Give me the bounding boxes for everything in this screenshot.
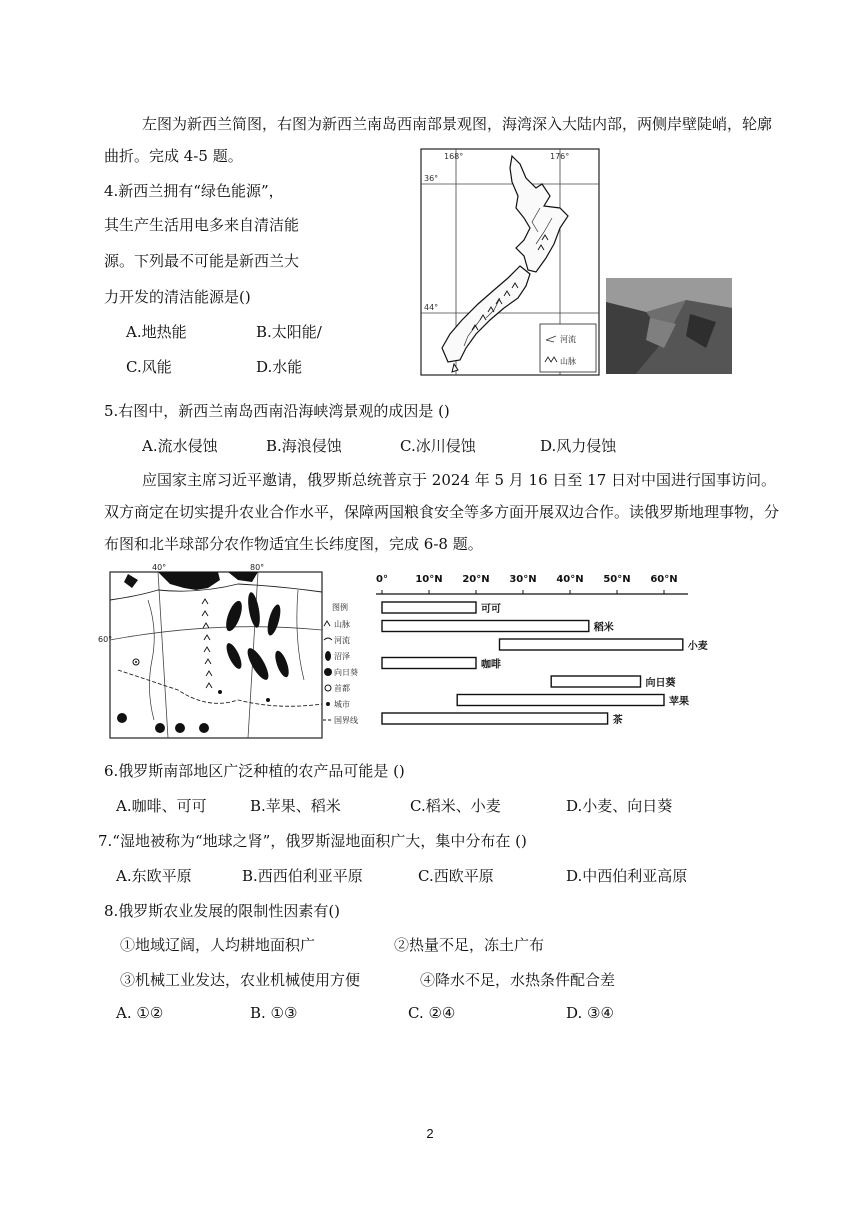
chart-tick-label-2: 20°N xyxy=(462,574,490,585)
q7-stem: 7.“湿地被称为“地球之肾”，俄罗斯湿地面积广大，集中分布在 () xyxy=(98,832,527,850)
q8-item-3: ③机械工业发达，农业机械使用方便 xyxy=(120,971,361,989)
q4-line-2: 其生产生活用电多来自清洁能 xyxy=(104,216,300,234)
crop-label-5: 苹果 xyxy=(669,696,689,708)
q5-option-c[interactable]: C.冰川侵蚀 xyxy=(400,437,476,455)
crop-bar-1 xyxy=(382,621,589,632)
q7-option-c[interactable]: C.西欧平原 xyxy=(418,867,494,885)
legend-capital-icon xyxy=(325,685,331,691)
q5-option-a[interactable]: A.流水侵蚀 xyxy=(142,437,218,455)
crop-label-3: 咖啡 xyxy=(481,659,501,671)
q4-line-3: 源。下列最不可能是新西兰大 xyxy=(104,252,300,270)
new-zealand-map xyxy=(420,148,600,376)
q5-stem: 5.右图中，新西兰南岛西南沿海峡湾景观的成因是 () xyxy=(104,402,450,420)
q5-option-b[interactable]: B.海浪侵蚀 xyxy=(266,437,342,455)
crop-label-6: 茶 xyxy=(612,715,623,726)
crop-bar-6 xyxy=(382,713,608,724)
q4-line-1: 4.新西兰拥有“绿色能源”， xyxy=(104,182,284,200)
nz-intro: 左图为新西兰简图，右图为新西兰南岛西南部景观图，海湾深入大陆内部，两侧岸壁陡峭，轮廓曲折。完成 4-5 题。 xyxy=(104,115,773,165)
russia-legend-sunflower: 向日葵 xyxy=(334,668,358,677)
q4-line-4: 力开发的清洁能源是() xyxy=(104,288,251,306)
q8-option-c[interactable]: C. ②④ xyxy=(408,1004,456,1022)
legend-mountain-icon xyxy=(324,621,330,626)
legend-city-icon xyxy=(326,702,330,706)
q8-option-a[interactable]: A. ①② xyxy=(116,1004,164,1022)
q8-option-b[interactable]: B. ①③ xyxy=(250,1004,298,1022)
q6-option-a[interactable]: A.咖啡、可可 xyxy=(116,797,207,815)
chart-tick-label-6: 60°N xyxy=(650,574,678,585)
russia-lon-80: 80° xyxy=(250,563,265,572)
russia-legend-city: 城市 xyxy=(334,700,350,709)
q7-option-a[interactable]: A.东欧平原 xyxy=(116,867,192,885)
nz-lat-44: 44° xyxy=(424,303,439,312)
q4-option-b[interactable]: B.太阳能/ xyxy=(256,323,322,341)
crop-bar-5 xyxy=(457,695,664,706)
legend-river-icon xyxy=(324,638,332,640)
crop-label-1: 稻米 xyxy=(593,622,614,634)
q8-item-2: ②热量不足，冻土广布 xyxy=(394,936,545,954)
q8-item-4: ④降水不足，水热条件配合差 xyxy=(420,971,616,989)
chart-tick-label-3: 30°N xyxy=(509,574,537,585)
crop-bar-4 xyxy=(551,676,640,687)
chart-tick-label-0: 0° xyxy=(376,574,388,585)
russia-lat-60: 60° xyxy=(98,635,113,644)
nz-legend-river: 河流 xyxy=(560,335,576,344)
q6-option-c[interactable]: C.稻米、小麦 xyxy=(410,797,501,815)
russia-legend-capital: 首都 xyxy=(334,684,350,693)
q4-option-a[interactable]: A.地热能 xyxy=(126,323,187,341)
chart-tick-label-1: 10°N xyxy=(415,574,443,585)
crop-label-4: 向日葵 xyxy=(645,678,676,689)
legend-sunflower-icon xyxy=(324,668,332,676)
crop-label-2: 小麦 xyxy=(687,641,708,652)
russia-legend-title: 图例 xyxy=(332,603,348,612)
russia-map xyxy=(98,560,368,740)
russia-lon-40: 40° xyxy=(152,563,167,572)
page-number: 2 xyxy=(426,1126,434,1141)
q4-option-c[interactable]: C.风能 xyxy=(126,358,172,376)
chart-tick-label-4: 40°N xyxy=(556,574,584,585)
chart-tick-label-5: 50°N xyxy=(603,574,631,585)
nz-lon-176: 176° xyxy=(550,152,570,161)
russia-legend-river: 河流 xyxy=(334,636,350,645)
nz-legend-mountain: 山脉 xyxy=(560,357,576,366)
q8-item-1: ①地域辽阔，人均耕地面积广 xyxy=(120,936,316,954)
q4-option-d[interactable]: D.水能 xyxy=(256,358,303,376)
q5-option-d[interactable]: D.风力侵蚀 xyxy=(540,437,617,455)
q6-option-d[interactable]: D.小麦、向日葵 xyxy=(566,797,673,815)
q7-option-b[interactable]: B.西西伯利亚平原 xyxy=(242,867,363,885)
legend-marsh-icon xyxy=(325,651,331,661)
nz-lon-168: 168° xyxy=(444,152,464,161)
crop-latitude-chart xyxy=(376,564,708,742)
crop-bar-3 xyxy=(382,658,476,669)
nz-lat-36: 36° xyxy=(424,174,439,183)
q8-option-d[interactable]: D. ③④ xyxy=(566,1004,614,1022)
russia-legend-marsh: 沼泽 xyxy=(334,652,350,661)
q6-option-b[interactable]: B.苹果、稻米 xyxy=(250,797,341,815)
q7-option-d[interactable]: D.中西伯利亚高原 xyxy=(566,867,688,885)
russia-intro: 应国家主席习近平邀请，俄罗斯总统普京于 2024 年 5 月 16 日至 17 日对中国进行国事访问。双方商定在切实提升农业合作水平，保障两国粮食安全等多方面开展双边合作。读俄罗斯地理事物，分布图和北半球部分农作物适宜生长纬度图，完成 6-8 题。 xyxy=(104,471,780,553)
russia-legend-border: 国界线 xyxy=(334,716,358,725)
crop-label-0: 可可 xyxy=(481,604,501,615)
crop-bar-0 xyxy=(382,602,476,613)
q6-stem: 6.俄罗斯南部地区广泛种植的农产品可能是 () xyxy=(104,762,405,780)
russia-legend-mountain: 山脉 xyxy=(334,620,350,629)
crop-bar-2 xyxy=(500,639,683,650)
fjord-landscape-photo xyxy=(606,278,732,374)
q8-stem: 8.俄罗斯农业发展的限制性因素有() xyxy=(104,902,341,920)
